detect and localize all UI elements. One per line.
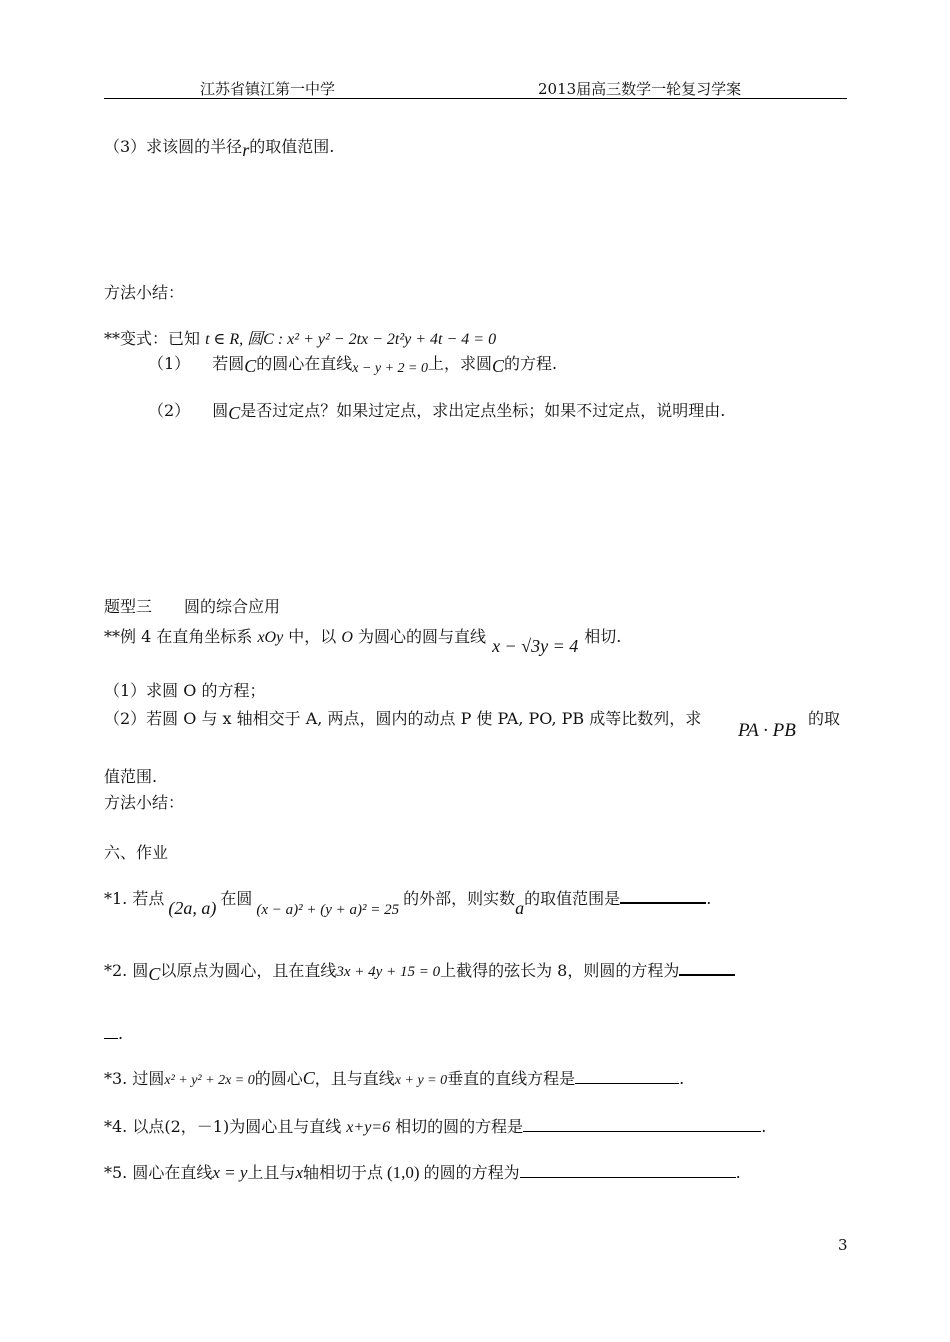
homework-2-text-b: 以原点为圆心，且在直线 (160, 961, 337, 980)
homework-2-answer-blank[interactable] (679, 960, 735, 976)
variant-equation: t ∈ R, 圆C : x² + y² − 2tx − 2t²y + 4t − 4 = 0 (205, 331, 497, 348)
example-4-text-c: 为圆心的圆与直线 (352, 627, 487, 646)
homework-2-answer-blank-continued[interactable] (104, 1024, 118, 1039)
variant-2-text-b: 是否过定点？如果过定点，求出定点坐标；如果不过定点，说明理由. (240, 401, 726, 420)
variant-2-label: （2） (148, 401, 191, 420)
homework-title: 六、作业 (104, 843, 169, 862)
homework-3-answer-blank[interactable] (575, 1069, 679, 1084)
radius-variable: r (242, 140, 250, 160)
variant-1-text-b: 的圆心在直线 (256, 354, 353, 373)
homework-1-period: . (706, 889, 712, 908)
homework-5-text-a: *5. 圆心在直线 (104, 1163, 213, 1182)
homework-3-circle-equation: x² + y² + 2x = 0 (164, 1073, 255, 1088)
homework-5-x-axis-symbol: x (295, 1163, 303, 1182)
homework-2-line-equation: 3x + 4y + 15 = 0 (336, 964, 441, 980)
example-4-question-2 (104, 706, 701, 729)
homework-5-answer-blank[interactable] (520, 1163, 736, 1178)
homework-3-period: . (679, 1069, 685, 1088)
variant-statement (104, 326, 496, 349)
homework-4-period: . (761, 1117, 767, 1136)
circle-c-symbol-3: C (228, 403, 241, 423)
homework-5-tangent-point: (1,0) (387, 1163, 420, 1182)
homework-3 (104, 1066, 684, 1089)
page-number: 3 (838, 1236, 848, 1254)
header-school: 江苏省镇江第一中学 (200, 80, 336, 98)
homework-2-continued (104, 1024, 123, 1043)
homework-5-period: . (735, 1163, 741, 1182)
coordinate-system-symbol: xOy (257, 629, 284, 646)
example-4-text-d: 相切. (584, 627, 622, 646)
homework-3-text-d: 垂直的直线方程是 (447, 1069, 576, 1088)
variant-1-line-equation: x − y + 2 = 0 (352, 361, 429, 376)
homework-2-circle-c: C (148, 964, 161, 984)
homework-1-answer-blank[interactable] (620, 888, 706, 904)
pa-pb-product: PA · PB (738, 720, 796, 741)
homework-1-circle-equation: (x − a)² + (y + a)² = 25 (256, 902, 400, 918)
variant-prefix: **变式：已知 (104, 329, 201, 348)
homework-2-period: . (118, 1024, 124, 1043)
variant-1-text-c: 上，求圆 (428, 354, 493, 373)
tangent-line-equation: x − √3y = 4 (492, 636, 579, 656)
variant-1-label: （1） (148, 354, 191, 373)
homework-2 (104, 958, 735, 984)
homework-2-text-a: *2. 圆 (104, 961, 149, 980)
example-4-text-b: 中，以 (283, 627, 342, 646)
homework-2-text-c: 上截得的弦长为 8，则圆的方程为 (440, 961, 680, 980)
header-rule (104, 98, 847, 99)
example-4-question-2-continued: 值范围. (104, 767, 158, 786)
method-summary-2: 方法小结： (104, 793, 185, 812)
variant-2-text-a: 圆 (212, 401, 229, 420)
variant-part-2 (148, 398, 725, 421)
homework-4-text-a: *4. 以点(2，－1)为圆心且与直线 (104, 1117, 347, 1136)
homework-3-text-a: *3. 过圆 (104, 1069, 165, 1088)
homework-4 (104, 1114, 766, 1137)
homework-3-text-c: ，且与直线 (314, 1069, 395, 1088)
header-course-title: 2013届高三数学一轮复习学案 (538, 80, 742, 98)
question-3 (104, 134, 335, 160)
circle-c-symbol-2: C (492, 356, 505, 376)
variant-1-text-a: 若圆 (212, 354, 245, 373)
homework-5 (104, 1160, 741, 1183)
example-4-question-2-text: （2）若圆 O 与 x 轴相交于 A, 两点，圆内的动点 P 使 PA, PO, PB 成等比数列，求 (104, 709, 702, 728)
homework-5-text-c: 轴相切于点 (302, 1163, 383, 1182)
question-3-text: （3）求该圆的半径 (104, 137, 243, 156)
homework-1-text-d: 的取值范围是 (524, 889, 621, 908)
method-summary-1: 方法小结： (104, 283, 185, 302)
homework-4-line-equation: x+y=6 (346, 1119, 391, 1136)
homework-3-line-equation: x + y = 0 (394, 1073, 448, 1088)
example-4 (104, 624, 622, 656)
homework-1-point: (2a, a) (168, 898, 217, 918)
homework-5-line-equation: x = y (212, 1163, 248, 1182)
example-4-question-2-tail: 的取 (808, 709, 841, 728)
example-4-text-a: **例 4 在直角坐标系 (104, 627, 258, 646)
circle-c-symbol: C (244, 356, 257, 376)
homework-3-center-c: C (302, 1068, 315, 1088)
homework-4-text-b: 相切的圆的方程是 (390, 1117, 524, 1136)
homework-5-text-d: 的圆的方程为 (423, 1163, 520, 1182)
section-3-title: 题型三 圆的综合应用 (104, 597, 281, 616)
homework-1-variable-a: a (515, 898, 525, 918)
question-3-suffix: 的取值范围. (249, 137, 335, 156)
origin-symbol: O (341, 629, 353, 646)
homework-1-text-b: 在圆 (220, 889, 253, 908)
example-4-question-1: （1）求圆 O 的方程； (104, 681, 266, 700)
homework-4-answer-blank[interactable] (523, 1117, 761, 1132)
homework-1-text-c: 的外部，则实数 (403, 889, 516, 908)
variant-1-text-d: 的方程. (504, 354, 558, 373)
homework-1-text-a: *1. 若点 (104, 889, 165, 908)
variant-part-1 (148, 351, 557, 374)
homework-5-text-b: 上且与 (247, 1163, 296, 1182)
homework-1 (104, 886, 712, 918)
homework-3-text-b: 的圆心 (254, 1069, 303, 1088)
